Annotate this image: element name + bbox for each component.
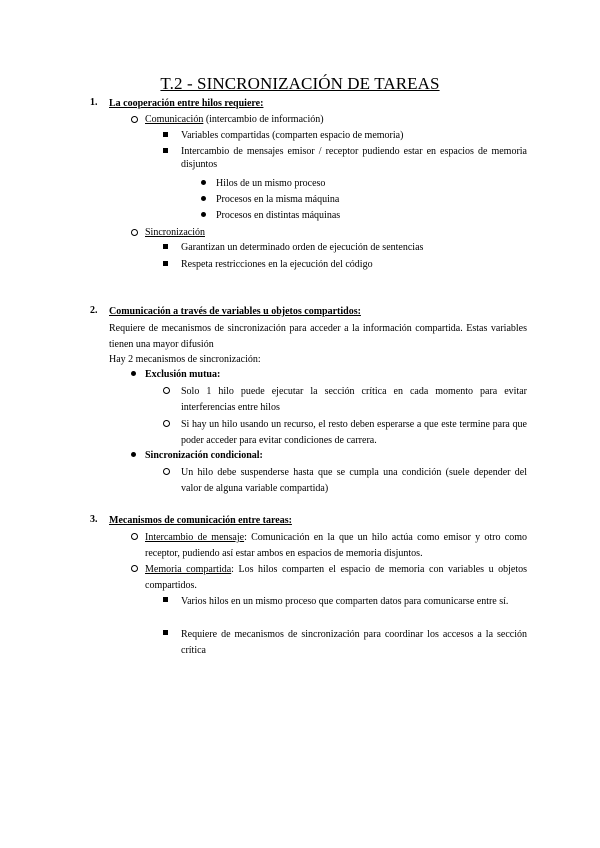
exclusion-mutua-heading: Exclusión mutua: (145, 369, 221, 380)
hollow-bullet-icon (163, 387, 170, 394)
intercambio-mensaje-item (145, 530, 527, 562)
memoria-compartida-label: Memoria compartida (145, 564, 232, 575)
solo-un-hilo-item: Solo 1 hilo puede ejecutar la sección crítica en cada momento para evitar interferencias entre hilos (181, 386, 527, 413)
comunicacion-item (145, 113, 324, 126)
square-bullet-icon (163, 148, 168, 153)
hollow-bullet-icon (131, 565, 138, 572)
respeta-restricciones-item: Respeta restricciones en la ejecución del código (181, 259, 373, 270)
memoria-compartida-item (145, 562, 527, 594)
square-bullet-icon (163, 630, 168, 635)
procesos-misma-maquina-item: Procesos en la misma máquina (216, 194, 340, 205)
filled-bullet-icon (131, 371, 136, 376)
garantizan-orden-item: Garantizan un determinado orden de ejecución de sentencias (181, 242, 424, 253)
square-bullet-icon (163, 244, 168, 249)
variables-compartidas-item: Variables compartidas (comparten espacio de memoria) (181, 130, 404, 141)
comunicacion-desc: (intercambio de información) (203, 114, 324, 125)
section-2-heading: Comunicación a través de variables u objetos compartidos: (109, 306, 361, 317)
filled-bullet-icon (201, 180, 206, 185)
section-2-mechanisms-count: Hay 2 mecanismos de sincronización: (109, 354, 261, 365)
section-3-heading: Mecanismos de comunicación entre tareas: (109, 515, 292, 526)
page-title: T.2 - SINCRONIZACIÓN DE TAREAS (160, 74, 440, 93)
square-bullet-icon (163, 132, 168, 137)
hollow-bullet-icon (131, 229, 138, 236)
procesos-distintas-maquinas-item: Procesos en distintas máquinas (216, 210, 341, 221)
filled-bullet-icon (131, 452, 136, 457)
section-1-number: 1. (90, 97, 98, 108)
comunicacion-label: Comunicación (145, 114, 204, 125)
filled-bullet-icon (201, 212, 206, 217)
filled-bullet-icon (201, 196, 206, 201)
section-1-heading: La cooperación entre hilos requiere: (109, 98, 264, 109)
si-hay-un-hilo-item: Si hay un hilo usando un recurso, el resto deben esperarse a que este termine para que poder acceder para evitar condiciones de carrera. (181, 419, 527, 446)
intercambio-mensaje-desc: : Comunicación en la que un hilo actúa como emisor y otro como receptor, pudiendo así estar ambos en espacios de memoria disjuntos. (145, 532, 528, 559)
hilos-mismo-proceso-item: Hilos de un mismo proceso (216, 178, 326, 189)
varios-hilos-item: Varios hilos en un mismo proceso que comparten datos para comunicarse entre sí. (181, 596, 509, 607)
square-bullet-icon (163, 261, 168, 266)
requiere-mecanismos-item: Requiere de mecanismos de sincronización para coordinar los accesos a la sección crítica (181, 629, 527, 656)
section-2-number: 2. (90, 305, 98, 316)
memoria-compartida-desc: : Los hilos comparten el espacio de memoria con variables u objetos compartidos. (145, 564, 528, 591)
hollow-bullet-icon (131, 116, 138, 123)
hollow-bullet-icon (163, 468, 170, 475)
hollow-bullet-icon (131, 533, 138, 540)
sincronizacion-condicional-heading: Sincronización condicional: (145, 450, 263, 461)
hollow-bullet-icon (163, 420, 170, 427)
intercambio-mensaje-label: Intercambio de mensaje (145, 532, 245, 543)
section-2-intro: Requiere de mecanismos de sincronización para acceder a la información compartida. Estas variables tienen una mayor difusión (109, 323, 527, 350)
un-hilo-suspenderse-item: Un hilo debe suspenderse hasta que se cumpla una condición (suele depender del valor de alguna variable compartida) (181, 467, 527, 494)
sincronizacion-item: Sincronización (145, 227, 205, 238)
square-bullet-icon (163, 597, 168, 602)
intercambio-mensajes-item: Intercambio de mensajes emisor / receptor pudiendo estar en espacios de memoria disjuntos (181, 146, 527, 170)
section-3-number: 3. (90, 514, 98, 525)
